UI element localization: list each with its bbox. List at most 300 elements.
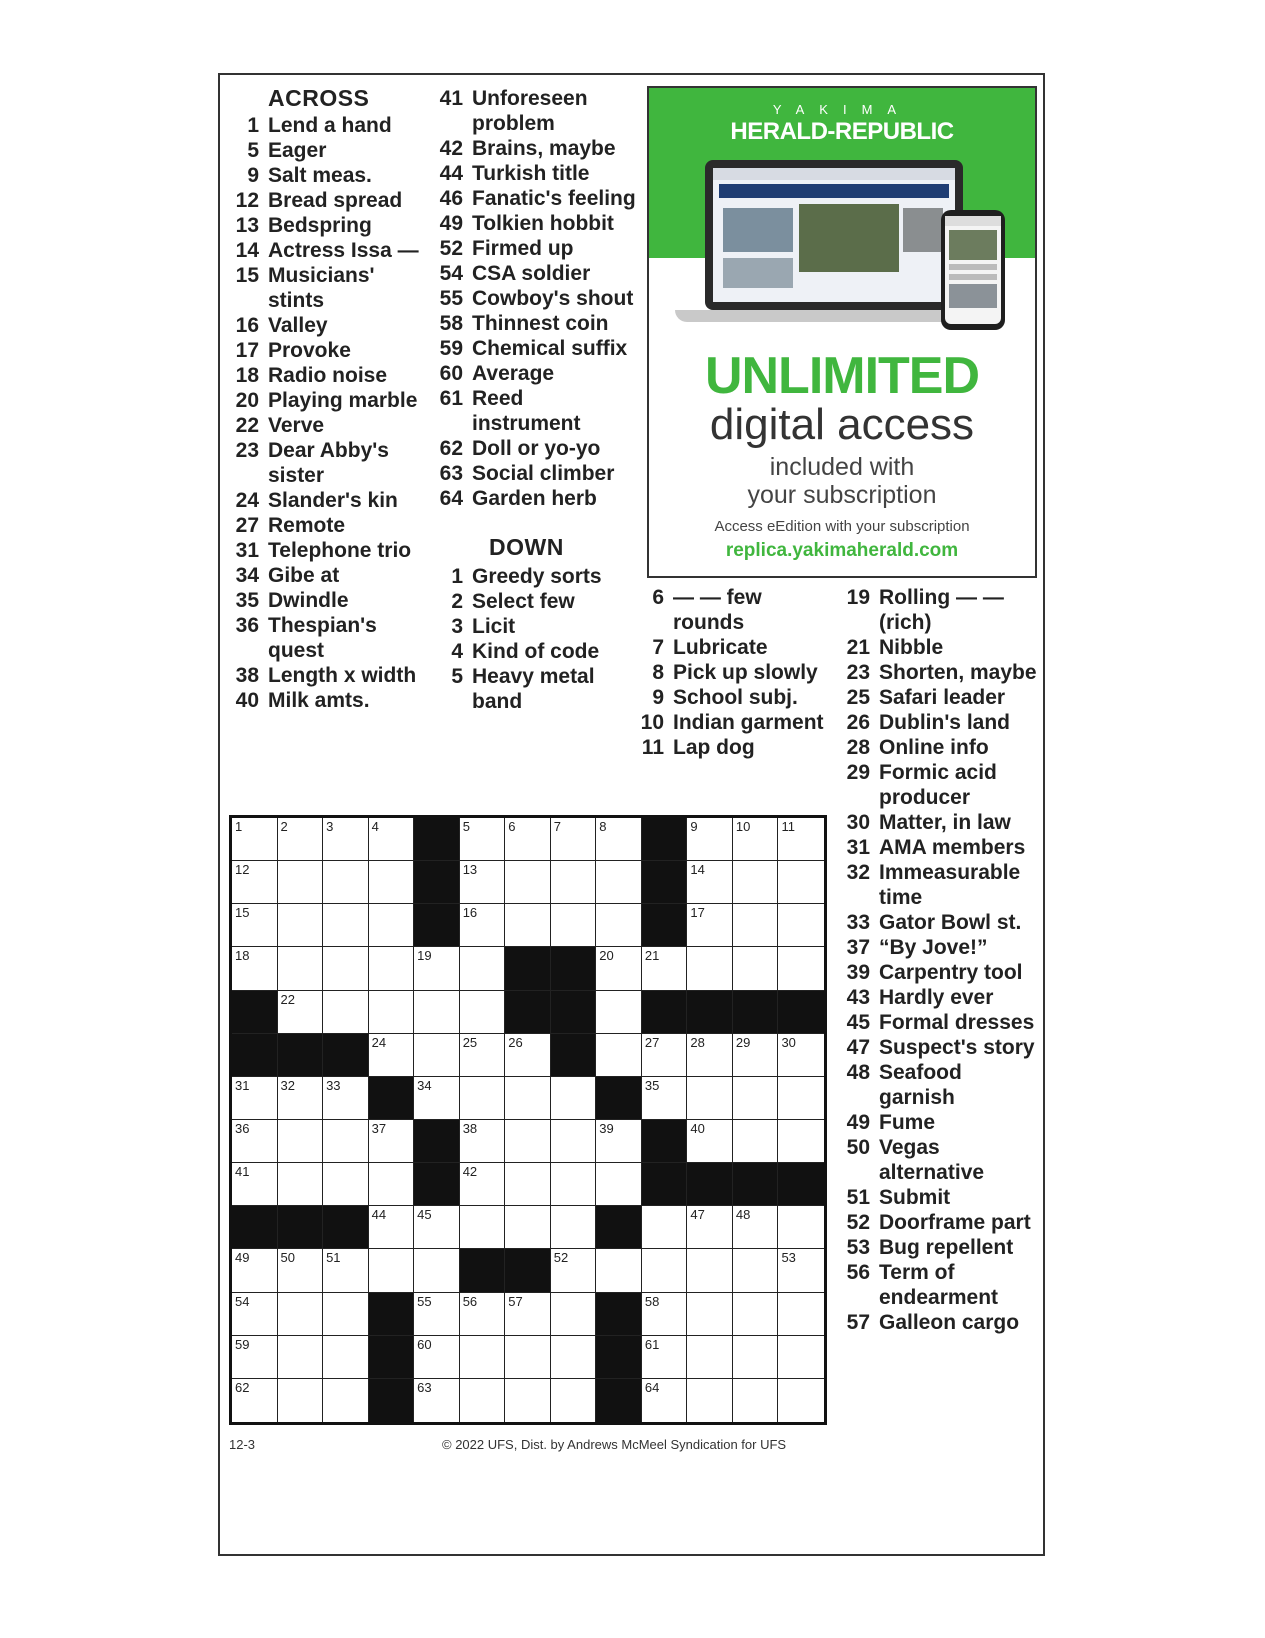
grid-cell[interactable] (323, 991, 369, 1034)
grid-cell[interactable] (369, 1034, 415, 1077)
grid-cell[interactable] (551, 1293, 597, 1336)
grid-cell[interactable] (369, 991, 415, 1034)
grid-cell[interactable] (278, 904, 324, 947)
ad-brand-top: YAKIMA (772, 102, 912, 117)
grid-cell[interactable] (778, 1379, 824, 1422)
cell-number: 53 (781, 1250, 796, 1266)
grid-cell[interactable] (232, 1293, 278, 1336)
clue-across_col2-46 (437, 186, 637, 211)
clue-text: Garden herb (472, 487, 597, 510)
clue-text: Seafood garnish (879, 1061, 962, 1109)
grid-cell[interactable] (505, 1293, 551, 1336)
grid-cell[interactable] (460, 991, 506, 1034)
black-square (642, 904, 688, 947)
grid-cell[interactable] (414, 1077, 460, 1120)
clue-down_col2-1 (437, 564, 637, 589)
cell-number: 18 (235, 948, 250, 964)
clue-text: Dear Abby's sister (268, 439, 389, 487)
grid-cell[interactable] (460, 1379, 506, 1422)
grid-cell[interactable] (460, 904, 506, 947)
grid-cell[interactable] (460, 818, 506, 861)
grid-cell[interactable] (687, 1293, 733, 1336)
cell-number: 58 (644, 1293, 660, 1309)
ad-body (649, 453, 1035, 509)
black-square (232, 1034, 278, 1077)
grid-cell[interactable] (323, 1379, 369, 1422)
clue-number: 55 (439, 287, 463, 310)
ad-line-1: included with (769, 453, 915, 481)
black-square (232, 1206, 278, 1249)
clue-across_col2-58 (437, 311, 637, 336)
clue-text: Tolkien hobbit (472, 212, 614, 235)
black-square (414, 818, 460, 861)
grid-cell[interactable] (596, 1120, 642, 1163)
cell-number: 44 (371, 1207, 387, 1223)
clue-down_col3-7 (637, 635, 825, 660)
grid-cell[interactable] (232, 1120, 278, 1163)
grid-cell[interactable] (778, 1206, 824, 1249)
clue-number: 60 (439, 362, 463, 385)
grid-cell[interactable] (278, 1120, 324, 1163)
down-heading: DOWN (489, 534, 564, 560)
grid-cell[interactable] (278, 947, 324, 990)
grid-cell[interactable] (460, 1120, 506, 1163)
grid-cell[interactable] (551, 1077, 597, 1120)
clue-number: 16 (235, 314, 259, 337)
grid-cell[interactable] (323, 861, 369, 904)
clue-text: Formal dresses (879, 1011, 1035, 1034)
grid-cell[interactable] (687, 947, 733, 990)
grid-cell[interactable] (323, 1336, 369, 1379)
clue-number: 5 (247, 139, 259, 162)
clue-text: Formic acid producer (879, 761, 997, 809)
grid-cell[interactable] (642, 1379, 688, 1422)
grid-cell[interactable] (232, 904, 278, 947)
grid-cell[interactable] (733, 818, 779, 861)
grid-cell[interactable] (278, 991, 324, 1034)
grid-cell[interactable] (505, 861, 551, 904)
grid-cell[interactable] (733, 947, 779, 990)
clue-text: Hardly ever (879, 986, 994, 1009)
clue-text: Average (472, 362, 555, 385)
clue-across_col2-44 (437, 161, 637, 186)
grid-cell[interactable] (505, 1034, 551, 1077)
black-square (369, 1293, 415, 1336)
laptop-illustration (705, 160, 963, 310)
clue-text: Gibe at (268, 564, 340, 587)
clue-number: 4 (451, 640, 463, 663)
grid-cell[interactable] (733, 904, 779, 947)
grid-cell[interactable] (460, 861, 506, 904)
grid-cell[interactable] (733, 1077, 779, 1120)
cell-number: 36 (235, 1120, 250, 1136)
grid-cell[interactable] (596, 861, 642, 904)
clue-text: Dwindle (268, 589, 349, 612)
clue-down_col4-51 (843, 1185, 1038, 1210)
clue-number: 3 (451, 615, 463, 638)
grid-cell[interactable] (642, 1206, 688, 1249)
clue-text: Turkish title (472, 162, 590, 185)
grid-cell[interactable] (733, 1206, 779, 1249)
clue-text: Musicians' stints (268, 264, 375, 312)
grid-cell[interactable] (687, 1206, 733, 1249)
black-square (596, 1336, 642, 1379)
clue-across_col1-31 (232, 538, 427, 563)
clue-text: Online info (879, 736, 989, 759)
grid-cell[interactable] (551, 1249, 597, 1292)
grid-cell[interactable] (505, 818, 551, 861)
clue-text: Doorframe part (879, 1211, 1031, 1234)
grid-cell[interactable] (733, 1293, 779, 1336)
clue-number: 18 (235, 364, 259, 387)
grid-cell[interactable] (323, 947, 369, 990)
grid-cell[interactable] (460, 1206, 506, 1249)
grid-cell[interactable] (551, 818, 597, 861)
clue-number: 26 (846, 711, 870, 734)
grid-cell[interactable] (369, 1206, 415, 1249)
grid-cell[interactable] (687, 1034, 733, 1077)
clue-text: Radio noise (268, 364, 388, 387)
clue-text: Remote (268, 514, 346, 537)
cell-number: 9 (690, 819, 698, 834)
grid-cell[interactable] (551, 1163, 597, 1206)
grid-cell[interactable] (460, 1336, 506, 1379)
grid-cell[interactable] (323, 1120, 369, 1163)
clue-text: Actress Issa — (268, 239, 419, 262)
grid-cell[interactable] (278, 1249, 324, 1292)
clue-text: Chemical suffix (472, 337, 628, 360)
clue-down_col4-48 (843, 1060, 1038, 1110)
grid-cell[interactable] (278, 1163, 324, 1206)
clue-text: Vegas alternative (879, 1136, 985, 1184)
grid-cell[interactable] (414, 1379, 460, 1422)
grid-cell[interactable] (687, 818, 733, 861)
clue-text: Dublin's land (879, 711, 1010, 734)
black-square (642, 818, 688, 861)
clue-number: 17 (235, 339, 259, 362)
grid-cell[interactable] (687, 904, 733, 947)
grid-cell[interactable] (505, 1120, 551, 1163)
clue-down_col4-26 (843, 710, 1038, 735)
clue-text: Shorten, maybe (879, 661, 1037, 684)
grid-cell[interactable] (323, 818, 369, 861)
grid-cell[interactable] (369, 818, 415, 861)
clue-across_col1-24 (232, 488, 427, 513)
cell-number: 19 (417, 948, 432, 964)
black-square (596, 1293, 642, 1336)
grid-cell[interactable] (596, 904, 642, 947)
grid-cell[interactable] (369, 947, 415, 990)
grid-cell[interactable] (232, 947, 278, 990)
grid-cell[interactable] (369, 1120, 415, 1163)
clue-number: 62 (439, 437, 463, 460)
grid-cell[interactable] (232, 1379, 278, 1422)
grid-cell[interactable] (232, 1336, 278, 1379)
cell-number: 13 (462, 862, 478, 878)
clue-number: 31 (235, 539, 259, 562)
clue-number: 47 (846, 1036, 870, 1059)
grid-cell[interactable] (460, 1293, 506, 1336)
grid-cell[interactable] (642, 1293, 688, 1336)
clue-number: 53 (846, 1236, 870, 1259)
grid-cell[interactable] (687, 1120, 733, 1163)
clue-text: Heavy metal band (472, 665, 595, 713)
cell-number: 2 (280, 819, 288, 834)
grid-cell[interactable] (505, 904, 551, 947)
grid-cell[interactable] (596, 1249, 642, 1292)
grid-cell[interactable] (778, 1120, 824, 1163)
cell-number: 25 (462, 1034, 478, 1050)
grid-cell[interactable] (414, 991, 460, 1034)
clue-text: Bug repellent (879, 1236, 1014, 1259)
clue-text: Fanatic's feeling (472, 187, 636, 210)
ad-brand-name: HERALD-REPUBLIC (730, 118, 954, 145)
clue-down_col4-32 (843, 860, 1038, 910)
clue-text: “By Jove!” (879, 936, 988, 959)
grid-cell[interactable] (323, 1293, 369, 1336)
cell-number: 24 (371, 1034, 387, 1050)
clue-number: 24 (235, 489, 259, 512)
grid-cell[interactable] (687, 1077, 733, 1120)
grid-cell[interactable] (369, 1163, 415, 1206)
clue-text: Brains, maybe (472, 137, 616, 160)
grid-cell[interactable] (778, 818, 824, 861)
grid-cell[interactable] (596, 991, 642, 1034)
clue-across_col1-18 (232, 363, 427, 388)
clue-down_col4-53 (843, 1235, 1038, 1260)
grid-cell[interactable] (323, 1249, 369, 1292)
grid-cell[interactable] (551, 904, 597, 947)
clue-across_col2-61 (437, 386, 637, 436)
grid-cell[interactable] (687, 1379, 733, 1422)
cell-number: 16 (462, 905, 478, 921)
grid-cell[interactable] (596, 818, 642, 861)
grid-cell[interactable] (460, 1034, 506, 1077)
grid-cell[interactable] (232, 861, 278, 904)
down-clue-list-continued-2 (843, 585, 1038, 1335)
ad-url-link[interactable]: replica.yakimaherald.com (725, 540, 959, 561)
grid-cell[interactable] (596, 1163, 642, 1206)
grid-cell[interactable] (505, 1077, 551, 1120)
cell-number: 64 (644, 1379, 660, 1395)
clue-text: Pick up slowly (673, 661, 818, 684)
clue-across_col2-55 (437, 286, 637, 311)
clue-across_col2-41 (437, 86, 637, 136)
clue-text: Safari leader (879, 686, 1006, 709)
black-square (414, 861, 460, 904)
grid-cell[interactable] (778, 1077, 824, 1120)
clue-across_col1-15 (232, 263, 427, 313)
grid-cell[interactable] (778, 947, 824, 990)
clue-text: Verve (268, 414, 325, 437)
clue-number: 58 (439, 312, 463, 335)
grid-cell[interactable] (278, 1336, 324, 1379)
grid-cell[interactable] (642, 1077, 688, 1120)
grid-cell[interactable] (505, 1163, 551, 1206)
grid-cell[interactable] (323, 1077, 369, 1120)
clue-down_col4-52 (843, 1210, 1038, 1235)
grid-cell[interactable] (596, 1034, 642, 1077)
grid-cell[interactable] (733, 861, 779, 904)
grid-cell[interactable] (232, 818, 278, 861)
grid-cell[interactable] (414, 1249, 460, 1292)
clue-text: AMA members (879, 836, 1026, 859)
black-square (733, 1163, 779, 1206)
grid-cell[interactable] (687, 1336, 733, 1379)
black-square (414, 904, 460, 947)
clue-number: 30 (846, 811, 870, 834)
grid-cell[interactable] (642, 1249, 688, 1292)
grid-cell[interactable] (369, 1249, 415, 1292)
clue-number: 38 (235, 664, 259, 687)
grid-cell[interactable] (414, 1336, 460, 1379)
grid-cell[interactable] (232, 1249, 278, 1292)
black-square (369, 1336, 415, 1379)
grid-cell[interactable] (278, 1077, 324, 1120)
cell-number: 28 (690, 1034, 705, 1050)
clue-number: 49 (846, 1111, 870, 1134)
grid-cell[interactable] (778, 1249, 824, 1292)
grid-cell[interactable] (505, 1336, 551, 1379)
subscription-ad[interactable] (647, 86, 1037, 578)
clue-across_col2-59 (437, 336, 637, 361)
clue-down_col4-21 (843, 635, 1038, 660)
clue-number: 63 (439, 462, 463, 485)
grid-cell[interactable] (278, 1379, 324, 1422)
grid-cell[interactable] (551, 861, 597, 904)
clue-number: 59 (439, 337, 463, 360)
cell-number: 51 (326, 1250, 341, 1266)
ad-headline: UNLIMITED (704, 347, 980, 405)
clue-text: Fume (879, 1111, 936, 1134)
cell-number: 33 (326, 1077, 341, 1093)
cell-number: 55 (417, 1293, 432, 1309)
grid-cell[interactable] (323, 1163, 369, 1206)
grid-cell[interactable] (414, 1206, 460, 1249)
grid-cell[interactable] (369, 904, 415, 947)
grid-cell[interactable] (642, 1034, 688, 1077)
grid-cell[interactable] (778, 1034, 824, 1077)
grid-cell[interactable] (278, 1293, 324, 1336)
clue-down_col4-43 (843, 985, 1038, 1010)
clue-number: 31 (846, 836, 870, 859)
grid-cell[interactable] (460, 1163, 506, 1206)
grid-cell[interactable] (460, 1077, 506, 1120)
clue-down_col4-37 (843, 935, 1038, 960)
clue-number: 50 (846, 1136, 870, 1159)
cell-number: 8 (599, 819, 607, 834)
clue-number: 7 (652, 636, 664, 659)
grid-cell[interactable] (687, 861, 733, 904)
grid-cell[interactable] (642, 1336, 688, 1379)
across-clue-list (232, 113, 427, 713)
clue-number: 46 (439, 187, 463, 210)
ad-subhead: digital access (709, 400, 975, 449)
clue-text: Social climber (472, 462, 615, 485)
clue-down_col4-49 (843, 1110, 1038, 1135)
clue-number: 12 (235, 189, 259, 212)
clue-number: 5 (451, 665, 463, 688)
cell-number: 42 (462, 1164, 478, 1180)
cell-number: 11 (781, 819, 795, 834)
grid-cell[interactable] (414, 1293, 460, 1336)
clue-text: Greedy sorts (472, 565, 602, 588)
grid-cell[interactable] (778, 904, 824, 947)
clue-across_col1-36 (232, 613, 427, 663)
clue-number: 61 (439, 387, 463, 410)
clue-text: Cowboy's shout (472, 287, 634, 310)
clue-text: CSA soldier (472, 262, 591, 285)
grid-cell[interactable] (278, 818, 324, 861)
clue-number: 25 (846, 686, 870, 709)
clue-number: 40 (235, 689, 259, 712)
clue-down_col4-19 (843, 585, 1038, 635)
clue-across_col1-34 (232, 563, 427, 588)
black-square (778, 1163, 824, 1206)
grid-cell[interactable] (551, 1336, 597, 1379)
cell-number: 6 (508, 819, 516, 834)
cell-number: 15 (235, 905, 250, 921)
grid-cell[interactable] (642, 947, 688, 990)
grid-cell[interactable] (596, 947, 642, 990)
grid-cell[interactable] (460, 947, 506, 990)
black-square (596, 1077, 642, 1120)
clue-text: Lend a hand (268, 114, 392, 137)
grid-cell[interactable] (232, 1077, 278, 1120)
clue-down_col4-29 (843, 760, 1038, 810)
grid-cell[interactable] (778, 861, 824, 904)
grid-cell[interactable] (414, 1034, 460, 1077)
cell-number: 30 (781, 1034, 796, 1050)
grid-cell[interactable] (733, 1379, 779, 1422)
grid-cell[interactable] (551, 1379, 597, 1422)
grid-cell[interactable] (733, 1034, 779, 1077)
clue-text: Select few (472, 590, 575, 613)
black-square (642, 1120, 688, 1163)
black-square (642, 991, 688, 1034)
clue-down_col2-2 (437, 589, 637, 614)
grid-cell[interactable] (369, 861, 415, 904)
grid-cell[interactable] (778, 1336, 824, 1379)
black-square (369, 1379, 415, 1422)
clue-across_col2-54 (437, 261, 637, 286)
down-column-4 (843, 585, 1038, 1335)
clue-text: Galleon cargo (879, 1311, 1020, 1334)
clue-text: Firmed up (472, 237, 574, 260)
grid-cell[interactable] (778, 1293, 824, 1336)
clue-number: 9 (247, 164, 259, 187)
grid-cell[interactable] (733, 1336, 779, 1379)
clue-across_col2-42 (437, 136, 637, 161)
grid-cell[interactable] (278, 861, 324, 904)
grid-cell[interactable] (733, 1249, 779, 1292)
grid-cell[interactable] (232, 1163, 278, 1206)
grid-cell[interactable] (687, 1249, 733, 1292)
grid-cell[interactable] (733, 1120, 779, 1163)
grid-cell[interactable] (551, 1206, 597, 1249)
clue-down_col3-10 (637, 710, 825, 735)
clue-number: 41 (439, 87, 463, 110)
clue-across_col1-14 (232, 238, 427, 263)
grid-cell[interactable] (551, 1120, 597, 1163)
cell-number: 63 (417, 1379, 432, 1395)
clue-down_col4-47 (843, 1035, 1038, 1060)
grid-cell[interactable] (505, 1379, 551, 1422)
grid-cell[interactable] (414, 947, 460, 990)
grid-cell[interactable] (505, 1206, 551, 1249)
clue-number: 49 (439, 212, 463, 235)
grid-cell[interactable] (323, 904, 369, 947)
